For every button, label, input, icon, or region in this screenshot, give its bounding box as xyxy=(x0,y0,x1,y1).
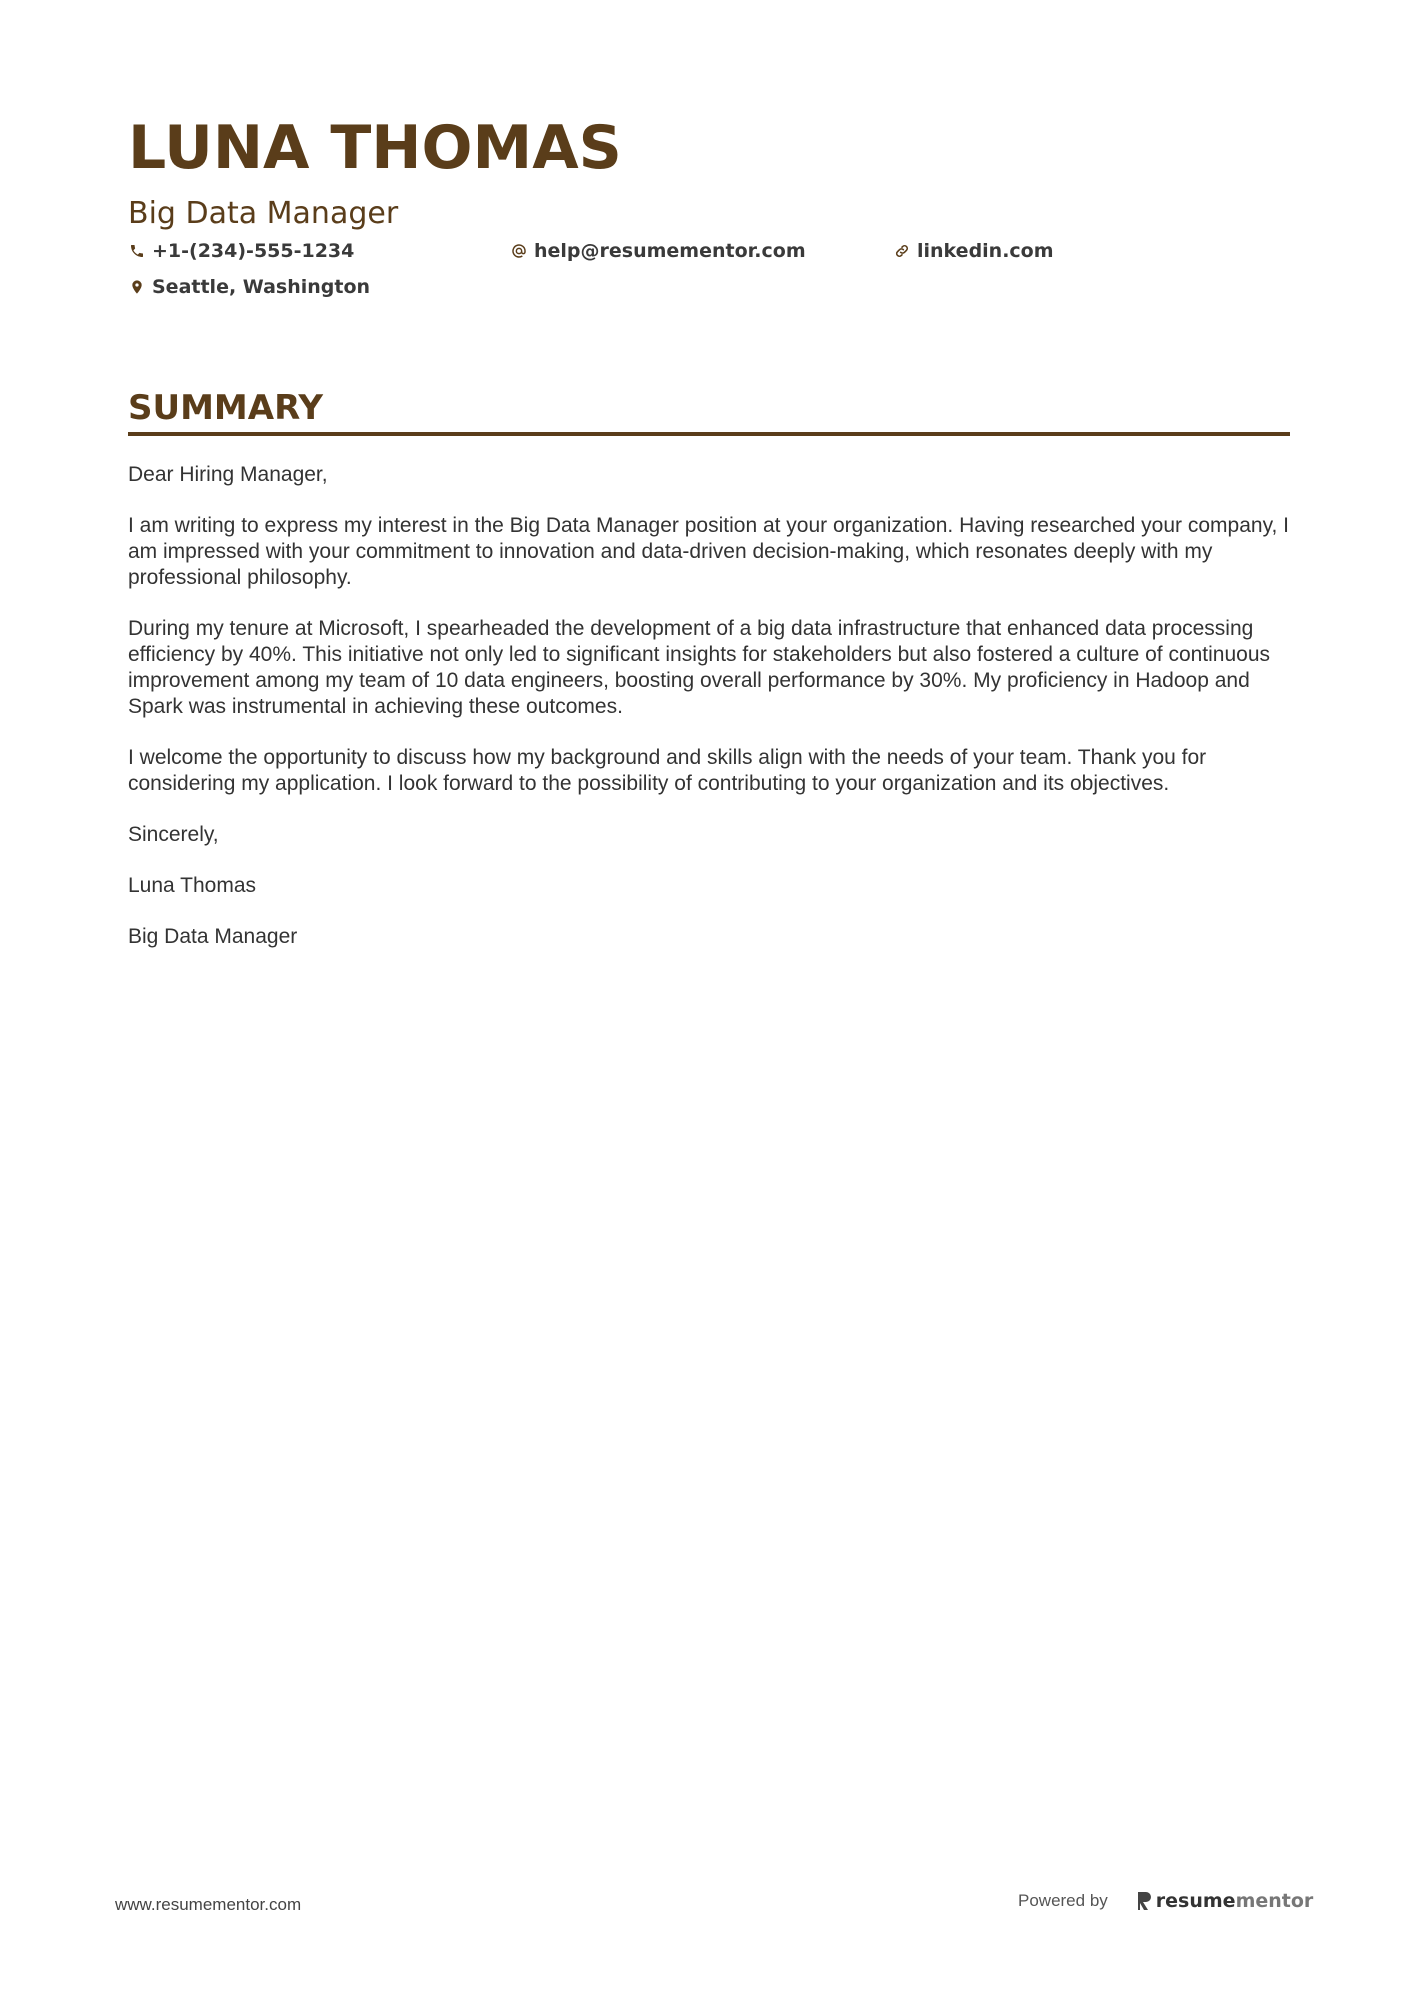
signature-name: Luna Thomas xyxy=(128,874,257,897)
job-title: Big Data Manager xyxy=(128,196,399,231)
website-text: linkedin.com xyxy=(917,240,1054,262)
phone-icon xyxy=(128,242,146,260)
contact-location xyxy=(128,276,370,298)
brand-text-part2: mentor xyxy=(1235,1890,1314,1912)
candidate-name: LUNA THOMAS xyxy=(128,113,622,183)
section-divider xyxy=(128,432,1290,436)
header xyxy=(128,108,1288,320)
contact-info xyxy=(128,240,1288,320)
footer-website[interactable]: www.resumementor.com xyxy=(115,1895,302,1914)
footer-branding xyxy=(1018,1890,1313,1912)
signature-title: Big Data Manager xyxy=(128,925,298,948)
brand-logo[interactable] xyxy=(1136,1890,1314,1912)
salutation: Dear Hiring Manager, xyxy=(128,463,328,486)
brand-text-part1: resume xyxy=(1155,1890,1236,1912)
resumementor-logo-icon xyxy=(1136,1891,1152,1911)
email-text: help@resumementor.com xyxy=(534,240,806,262)
link-icon xyxy=(893,242,911,260)
contact-website[interactable] xyxy=(893,240,1054,262)
letter-paragraph: I am writing to express my interest in the Big Data Manager position at your organization. Having researched your company, I am impressed with your commitment to innovation and data-driven decision-making, which resonates deeply with my professional philosophy. xyxy=(128,514,1290,589)
phone-text: +1-(234)-555-1234 xyxy=(152,240,355,262)
letter-paragraph: During my tenure at Microsoft, I spearheaded the development of a big data infrastructure that enhanced data processing efficiency by 40%. This initiative not only led to significant insights for stakeholders but also fostered a culture of continuous improvement among my team of 10 data engineers, boosting overall performance by 30%. My proficiency in Hadoop and Spark was instrumental in achieving these outcomes. xyxy=(128,617,1271,718)
summary-section xyxy=(128,386,1290,975)
closing: Sincerely, xyxy=(128,823,219,846)
letter-body xyxy=(128,462,1290,950)
at-icon xyxy=(510,242,528,260)
map-pin-icon xyxy=(128,278,146,296)
letter-paragraph: I welcome the opportunity to discuss how my background and skills align with the needs of your team. Thank you for considering my application. I look forward to the possibility of contributing to your organization and its objectives. xyxy=(128,746,1207,795)
location-text: Seattle, Washington xyxy=(152,276,371,298)
contact-email[interactable] xyxy=(510,240,806,262)
powered-by-label: Powered by xyxy=(1018,1891,1108,1910)
section-heading: SUMMARY xyxy=(128,388,324,428)
contact-phone xyxy=(128,240,354,262)
